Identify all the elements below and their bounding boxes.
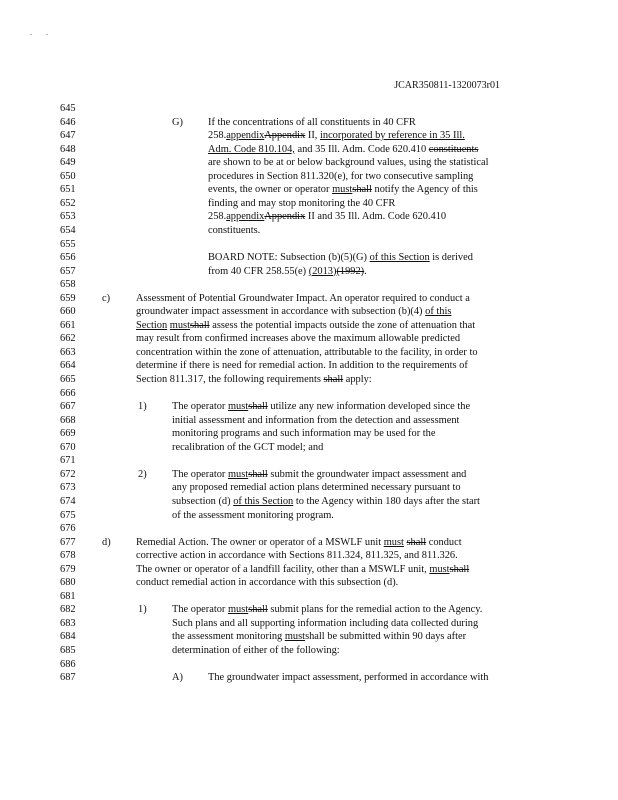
line-number: 658 — [60, 279, 76, 291]
document-line — [0, 522, 618, 536]
document-line — [0, 183, 618, 197]
line-text: procedures in Section 811.320(e), for two consecutive sampling — [208, 170, 474, 182]
document-line — [0, 170, 618, 184]
line-number: 675 — [60, 509, 76, 521]
line-number: 685 — [60, 645, 76, 656]
document-line — [0, 630, 618, 644]
line-number: 673 — [60, 482, 76, 494]
document-line — [0, 210, 618, 224]
line-number: 645 — [60, 103, 76, 114]
line-text: Section mustshall assess the potential impacts outside the zone of attenuation that — [136, 319, 476, 331]
line-text: The operator mustshall utilize any new information developed since the — [172, 401, 471, 413]
document-line — [0, 332, 618, 346]
document-line — [0, 454, 618, 468]
line-number: 663 — [60, 346, 76, 358]
document-line — [0, 427, 618, 441]
line-text: BOARD NOTE: Subsection (b)(5)(G) of this Section is derived — [208, 252, 473, 264]
line-number: 653 — [60, 211, 76, 223]
subsection-marker: 1) — [138, 604, 147, 616]
line-text: any proposed remedial action plans determined necessary pursuant to — [172, 482, 461, 494]
line-text: constituents. — [208, 224, 261, 236]
line-text: from 40 CFR 258.55(e) (2013)(1992). — [208, 265, 367, 277]
line-number: 668 — [60, 414, 76, 426]
line-number: 679 — [60, 563, 76, 575]
line-text: finding and may stop monitoring the 40 CFR — [208, 197, 396, 209]
line-number: 648 — [60, 143, 76, 155]
line-text: 258.appendixAppendix II, incorporated by reference in 35 Ill. — [208, 130, 465, 142]
line-number: 666 — [60, 387, 76, 399]
line-number: 649 — [60, 157, 76, 169]
line-text: recalibration of the GCT model; and — [172, 441, 324, 453]
line-number: 682 — [60, 604, 76, 616]
line-text: conduct remedial action in accordance with this subsection (d). — [136, 577, 399, 589]
line-number: 657 — [60, 265, 76, 277]
line-number: 678 — [60, 550, 76, 562]
line-number: 654 — [60, 224, 76, 236]
line-text: concentration within the zone of attenuation, attributable to the facility, in order to — [136, 346, 478, 358]
line-number: 687 — [60, 672, 76, 684]
document-line — [0, 278, 618, 292]
scan-artifact-dots: . . — [30, 28, 54, 37]
line-number: 674 — [60, 495, 76, 507]
document-line — [0, 305, 618, 319]
line-text: The operator mustshall submit plans for the remedial action to the Agency. — [172, 604, 483, 616]
line-text: The operator mustshall submit the groundwater impact assessment and — [172, 468, 467, 480]
line-number: 672 — [60, 468, 76, 480]
line-number: 661 — [60, 319, 76, 331]
line-text: subsection (d) of this Section to the Agency within 180 days after the start — [172, 495, 480, 507]
line-text: are shown to be at or below background values, using the statistical — [208, 157, 489, 169]
document-line — [0, 563, 618, 577]
line-text: determination of either of the following: — [172, 645, 340, 656]
document-line — [0, 671, 618, 685]
document-line — [0, 319, 618, 333]
line-number: 684 — [60, 631, 76, 643]
line-number: 676 — [60, 523, 76, 535]
document-line — [0, 251, 618, 265]
line-text: Assessment of Potential Groundwater Impact. An operator required to conduct a — [136, 292, 470, 304]
line-text: corrective action in accordance with Sections 811.324, 811.325, and 811.326. — [136, 550, 458, 562]
line-number: 667 — [60, 401, 76, 413]
document-line — [0, 536, 618, 550]
document-line — [0, 468, 618, 482]
document-line — [0, 441, 618, 455]
line-number: 655 — [60, 238, 76, 250]
line-text: of the assessment monitoring program. — [172, 509, 334, 521]
document-line — [0, 143, 618, 157]
subsection-marker: A) — [172, 672, 183, 684]
line-text: If the concentrations of all constituents in 40 CFR — [208, 116, 416, 128]
document-line — [0, 495, 618, 509]
document-line — [0, 292, 618, 306]
document-line — [0, 590, 618, 604]
subsection-marker: 1) — [138, 401, 147, 413]
line-text: groundwater impact assessment in accordance with subsection (b)(4) of this — [136, 306, 452, 318]
document-line — [0, 644, 618, 658]
document-line — [0, 129, 618, 143]
line-number: 662 — [60, 333, 76, 345]
line-text: may result from confirmed increases above the maximum allowable predicted — [136, 333, 461, 345]
subsection-marker: G) — [172, 116, 183, 128]
line-text: events, the owner or operator mustshall notify the Agency of this — [208, 184, 478, 196]
document-line — [0, 658, 618, 672]
line-number: 670 — [60, 441, 76, 453]
line-text: Adm. Code 810.104, and 35 Ill. Adm. Code 620.410 constituents — [208, 143, 479, 155]
line-text: determine if there is need for remedial action. In addition to the requirements of — [136, 360, 468, 372]
line-number: 651 — [60, 184, 76, 196]
document-line — [0, 359, 618, 373]
line-text: Remedial Action. The owner or operator of a MSWLF unit must shall conduct — [136, 536, 462, 548]
line-number: 647 — [60, 130, 76, 142]
line-text: The groundwater impact assessment, performed in accordance with — [208, 672, 489, 684]
line-number: 664 — [60, 360, 76, 372]
line-number: 681 — [60, 590, 76, 602]
document-line — [0, 576, 618, 590]
document-line — [0, 102, 618, 116]
line-number: 652 — [60, 197, 76, 209]
line-text: monitoring programs and such information may be used for the — [172, 428, 436, 440]
document-line — [0, 481, 618, 495]
line-number: 659 — [60, 292, 76, 304]
line-text: Such plans and all supporting information including data collected during — [172, 617, 479, 629]
document-line — [0, 617, 618, 631]
line-number: 656 — [60, 252, 76, 264]
line-text: initial assessment and information from the detection and assessment — [172, 414, 460, 426]
document-line — [0, 224, 618, 238]
document-line — [0, 238, 618, 252]
line-number: 671 — [60, 455, 76, 467]
document-line — [0, 509, 618, 523]
line-number: 665 — [60, 374, 76, 385]
document-line — [0, 116, 618, 130]
line-number: 650 — [60, 170, 76, 182]
document-line — [0, 603, 618, 617]
subsection-marker: c) — [102, 292, 111, 304]
document-line — [0, 265, 618, 279]
line-number: 669 — [60, 428, 76, 440]
line-text: Section 811.317, the following requirements shall apply: — [136, 374, 372, 385]
document-line — [0, 197, 618, 211]
document-line — [0, 387, 618, 401]
line-number: 686 — [60, 658, 76, 670]
subsection-marker: 2) — [138, 468, 147, 480]
document-line — [0, 414, 618, 428]
document-line — [0, 156, 618, 170]
line-number: 660 — [60, 306, 76, 318]
document-line — [0, 400, 618, 414]
line-text: the assessment monitoring mustshall be submitted within 90 days after — [172, 631, 467, 643]
subsection-marker: d) — [102, 536, 111, 548]
line-number: 646 — [60, 116, 76, 128]
line-number: 680 — [60, 577, 76, 589]
document-line — [0, 549, 618, 563]
line-text: The owner or operator of a landfill facility, other than a MSWLF unit, mustshall — [136, 563, 470, 575]
line-number: 677 — [60, 536, 76, 548]
line-text: 258.appendixAppendix II and 35 Ill. Adm. Code 620.410 — [208, 211, 447, 223]
document-id: JCAR350811-1320073r01 — [394, 80, 500, 91]
document-line — [0, 346, 618, 360]
line-number: 683 — [60, 617, 76, 629]
document-line — [0, 373, 618, 387]
